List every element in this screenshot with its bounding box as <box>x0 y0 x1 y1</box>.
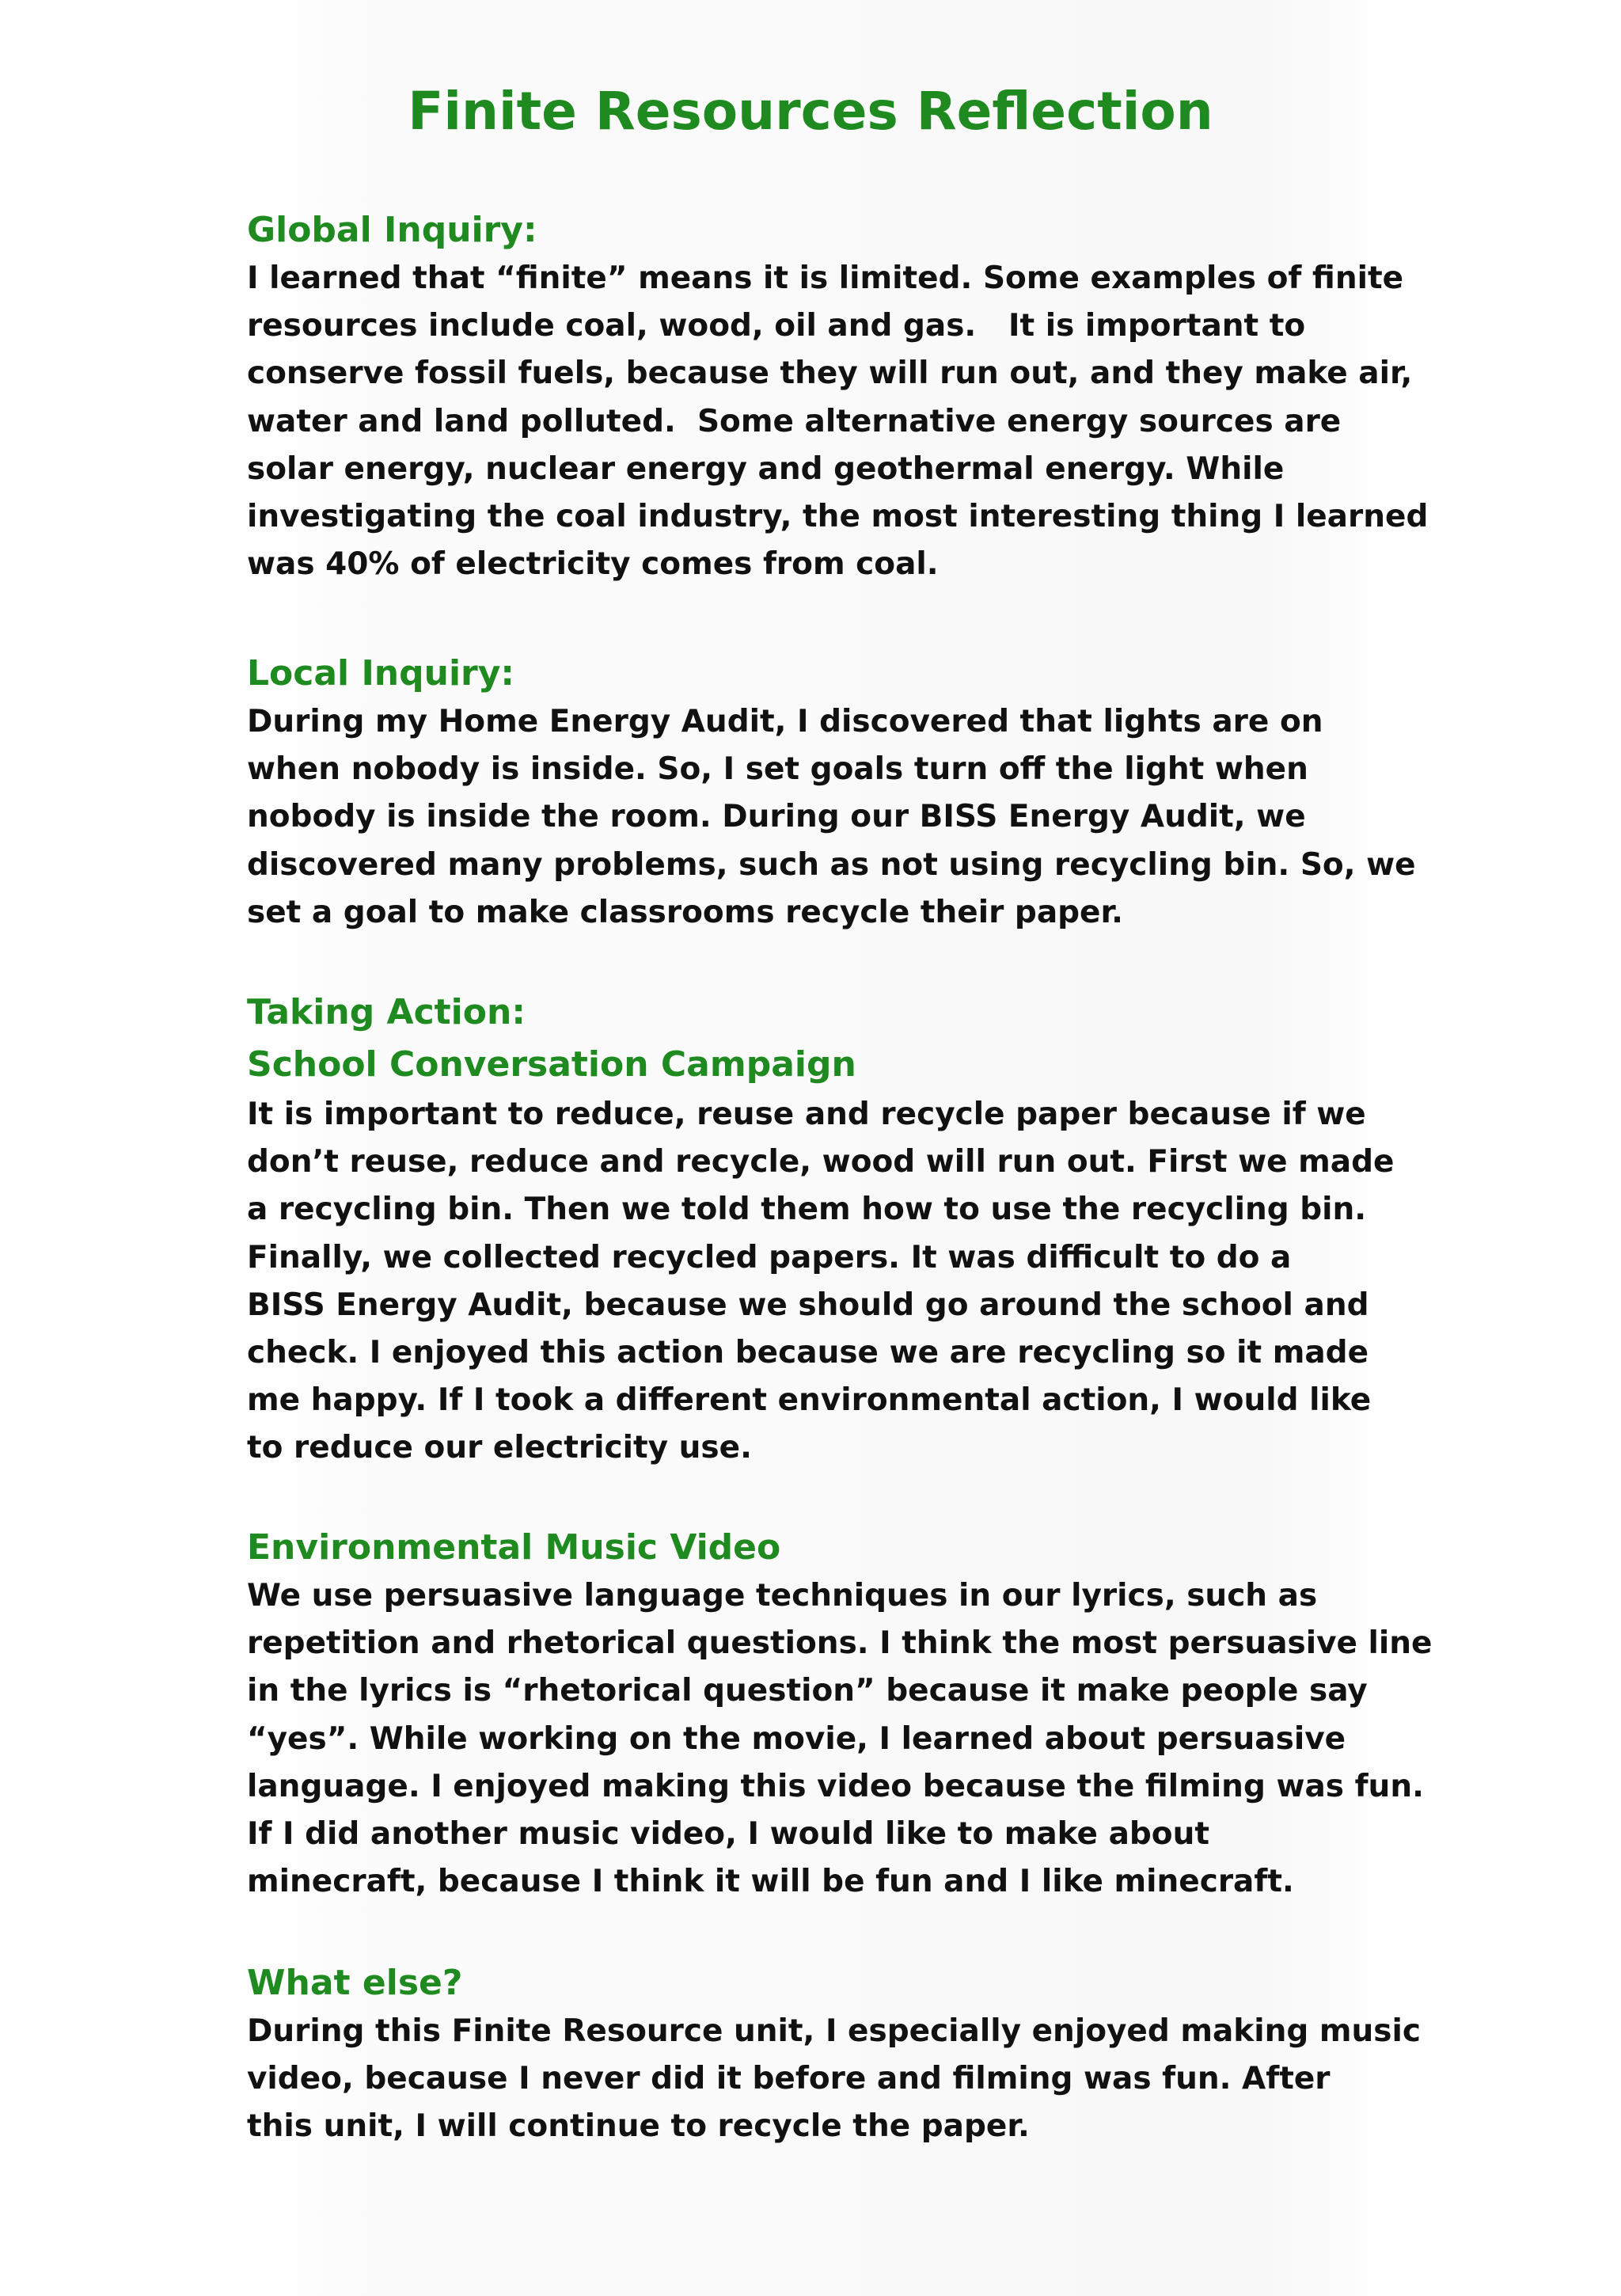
body-line: “yes”. While working on the movie, I learned about persuasive <box>247 1720 1346 1757</box>
body-line: me happy. If I took a different environmental action, I would like <box>247 1382 1372 1419</box>
body-line: Finally, we collected recycled papers. It was difficult to do a <box>247 1239 1292 1275</box>
body-line: language. I enjoyed making this video because the filming was fun. <box>247 1768 1424 1804</box>
section-body <box>247 1572 1433 1906</box>
heading-line: Environmental Music Video <box>247 1527 781 1568</box>
body-line: I learned that “finite” means it is limited. Some examples of finite <box>247 260 1404 296</box>
section-heading <box>247 986 1403 1091</box>
body-line: discovered many problems, such as not using recycling bin. So, we <box>247 846 1416 883</box>
body-line: conserve fossil fuels, because they will run out, and they make air, <box>247 355 1413 392</box>
body-line: set a goal to make classrooms recycle their paper. <box>247 894 1123 930</box>
body-line: We use persuasive language techniques in our lyrics, such as <box>247 1578 1318 1614</box>
section-taking-action <box>247 986 1403 1473</box>
section-heading <box>247 1959 1403 2008</box>
section-body <box>247 1091 1403 1473</box>
section-body <box>247 698 1416 937</box>
body-line: don’t reuse, reduce and recycle, wood will run out. First we made <box>247 1144 1395 1180</box>
body-line: water and land polluted. Some alternative energy sources are <box>247 403 1342 439</box>
body-line: During this Finite Resource unit, I especially enjoyed making music <box>247 2013 1421 2049</box>
subheading-line: School Conversation Campaign <box>247 1044 856 1085</box>
body-line: to reduce our electricity use. <box>247 1430 752 1466</box>
document-title: Finite Resources Reflection <box>408 81 1213 142</box>
section-music-video <box>247 1523 1433 1906</box>
body-line: a recycling bin. Then we told them how to use the recycling bin. <box>247 1192 1367 1228</box>
section-what-else <box>247 1959 1421 2151</box>
body-line: when nobody is inside. So, I set goals turn off the light when <box>247 751 1308 788</box>
section-body <box>247 2008 1421 2151</box>
heading-line: Taking Action: <box>247 992 526 1032</box>
heading-line: What else? <box>247 1963 463 2003</box>
body-line: was 40% of electricity comes from coal. <box>247 546 939 583</box>
section-heading <box>247 649 1403 698</box>
body-line: investigating the coal industry, the most interesting thing I learned <box>247 499 1429 535</box>
body-line: During my Home Energy Audit, I discovered that lights are on <box>247 704 1323 739</box>
heading-line: Global Inquiry: <box>247 210 537 250</box>
body-line: It is important to reduce, reuse and recycle paper because if we <box>247 1097 1366 1132</box>
body-line: in the lyrics is “rhetorical question” because it make people say <box>247 1673 1368 1709</box>
section-heading <box>247 206 1403 255</box>
section-heading <box>247 1523 1403 1572</box>
body-line: If I did another music video, I would like to make about <box>247 1816 1210 1853</box>
body-line: repetition and rhetorical questions. I think the most persuasive line <box>247 1625 1433 1662</box>
body-line: resources include coal, wood, oil and gas. It is important to <box>247 308 1306 344</box>
body-line: check. I enjoyed this action because we are recycling so it made <box>247 1335 1369 1371</box>
body-line: nobody is inside the room. During our BISS Energy Audit, we <box>247 799 1306 835</box>
section-body <box>247 255 1429 588</box>
body-line: BISS Energy Audit, because we should go around the school and <box>247 1287 1369 1323</box>
body-line: video, because I never did it before and filming was fun. After <box>247 2061 1331 2097</box>
body-line: this unit, I will continue to recycle the paper. <box>247 2108 1030 2145</box>
section-global-inquiry <box>247 206 1429 588</box>
section-local-inquiry <box>247 649 1416 937</box>
heading-line: Local Inquiry: <box>247 653 515 694</box>
body-line: solar energy, nuclear energy and geothermal energy. While <box>247 450 1285 487</box>
body-line: minecraft, because I think it will be fun and I like minecraft. <box>247 1864 1294 1900</box>
